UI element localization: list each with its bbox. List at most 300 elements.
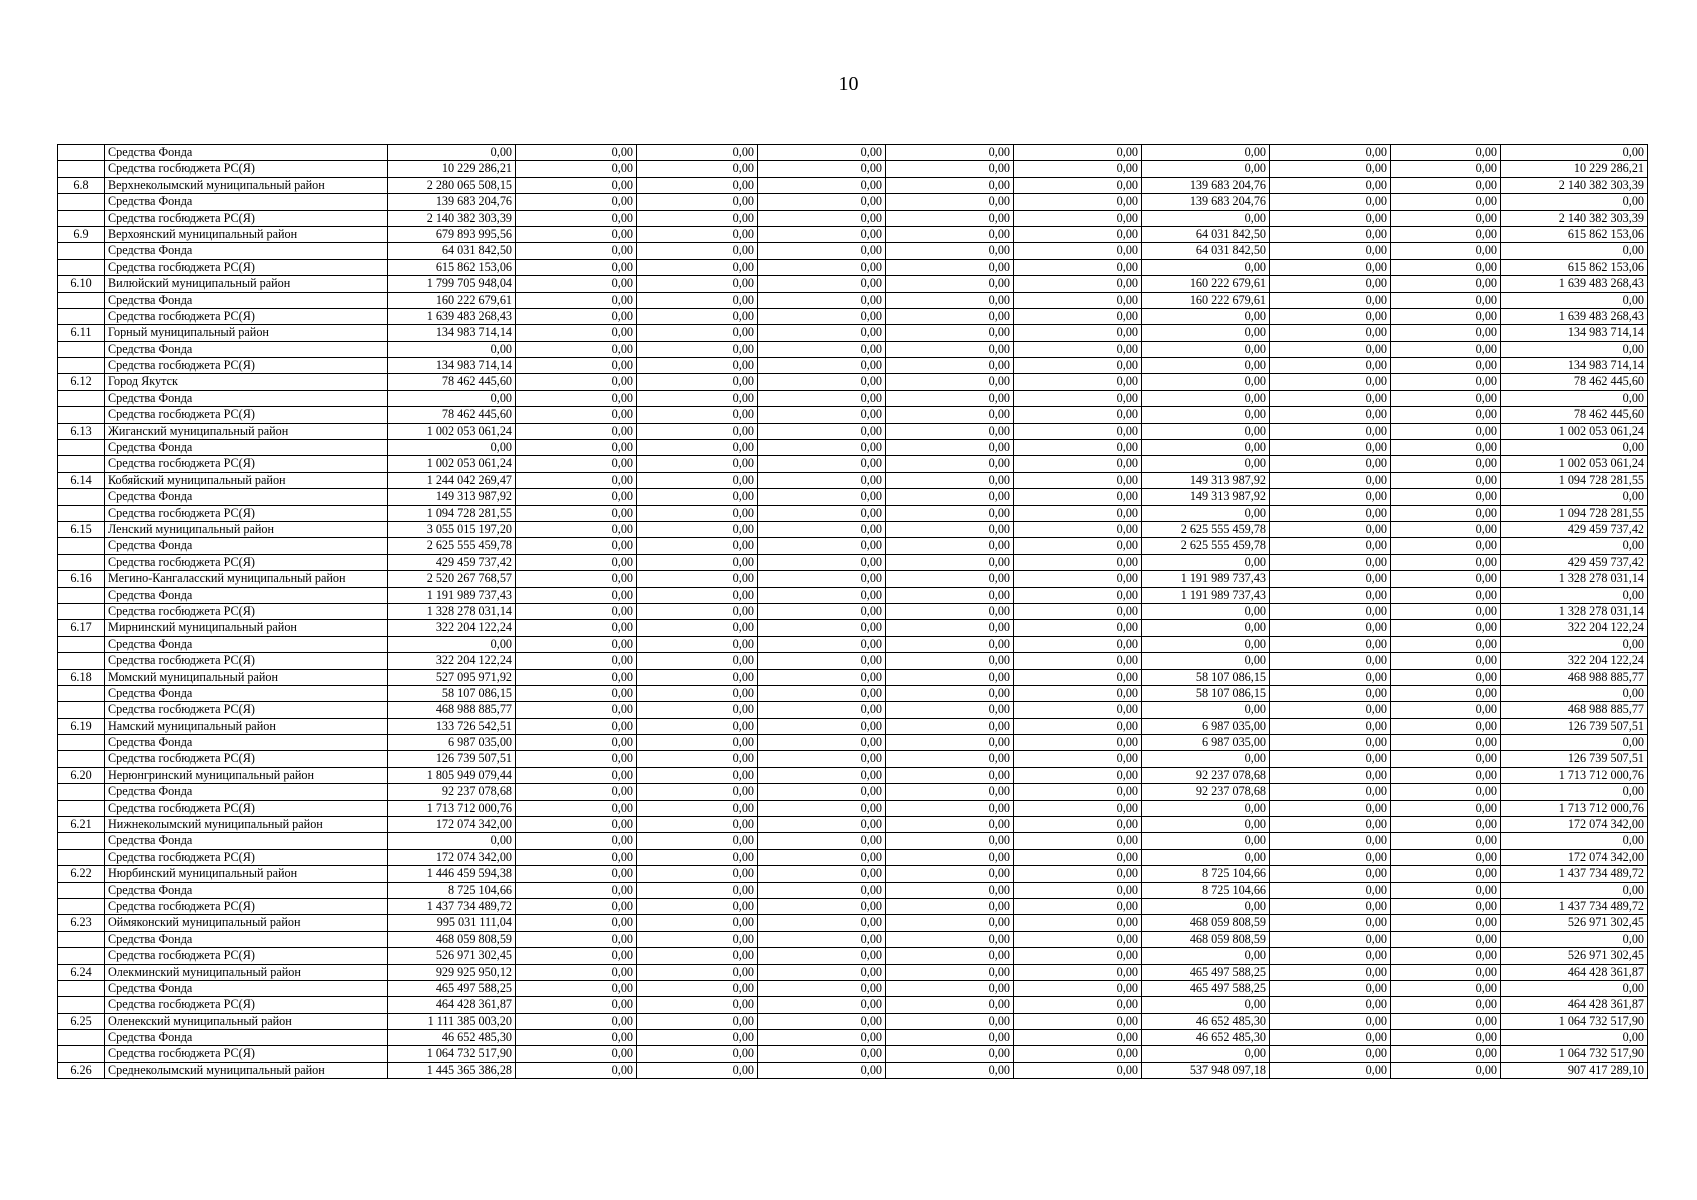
value-cell: 0,00	[1014, 603, 1142, 619]
row-number	[58, 849, 105, 865]
value-cell: 0,00	[1270, 308, 1391, 324]
value-cell: 0,00	[1270, 407, 1391, 423]
value-cell: 0,00	[516, 440, 637, 456]
value-cell: 0,00	[1391, 866, 1501, 882]
value-cell: 0,00	[516, 308, 637, 324]
row-number	[58, 341, 105, 357]
value-cell: 679 893 995,56	[388, 226, 516, 242]
value-cell: 0,00	[758, 653, 886, 669]
row-number	[58, 505, 105, 521]
value-cell: 0,00	[1014, 194, 1142, 210]
value-cell: 468 059 808,59	[1142, 931, 1270, 947]
value-cell: 0,00	[886, 423, 1014, 439]
value-cell: 1 002 053 061,24	[388, 423, 516, 439]
value-cell: 0,00	[1142, 407, 1270, 423]
value-cell: 0,00	[758, 521, 886, 537]
value-cell: 0,00	[1270, 390, 1391, 406]
value-cell: 0,00	[886, 292, 1014, 308]
table-row	[58, 669, 1648, 685]
value-cell: 149 313 987,92	[1142, 489, 1270, 505]
value-cell: 0,00	[516, 538, 637, 554]
value-cell: 0,00	[1391, 308, 1501, 324]
value-cell: 0,00	[1391, 194, 1501, 210]
value-cell: 0,00	[637, 997, 758, 1013]
row-name: Средства Фонда	[105, 390, 388, 406]
value-cell: 0,00	[388, 390, 516, 406]
value-cell: 0,00	[1142, 898, 1270, 914]
value-cell: 0,00	[637, 849, 758, 865]
row-number	[58, 538, 105, 554]
value-cell: 0,00	[516, 210, 637, 226]
value-cell: 0,00	[1270, 259, 1391, 275]
table-row	[58, 980, 1648, 996]
value-cell: 0,00	[886, 390, 1014, 406]
row-name: Средства Фонда	[105, 587, 388, 603]
row-name: Ленский муниципальный район	[105, 521, 388, 537]
value-cell: 0,00	[516, 817, 637, 833]
value-cell: 0,00	[1501, 194, 1648, 210]
value-cell: 0,00	[637, 800, 758, 816]
row-name: Средства госбюджета РС(Я)	[105, 849, 388, 865]
value-cell: 322 204 122,24	[388, 653, 516, 669]
value-cell: 0,00	[1014, 456, 1142, 472]
value-cell: 0,00	[516, 325, 637, 341]
value-cell: 0,00	[637, 243, 758, 259]
value-cell: 0,00	[758, 292, 886, 308]
value-cell: 2 140 382 303,39	[388, 210, 516, 226]
value-cell: 0,00	[1270, 653, 1391, 669]
value-cell: 0,00	[758, 849, 886, 865]
page-number: 10	[838, 73, 859, 95]
value-cell: 0,00	[1014, 210, 1142, 226]
row-name: Мегино-Кангаласский муниципальный район	[105, 571, 388, 587]
value-cell: 0,00	[637, 833, 758, 849]
value-cell: 0,00	[1391, 226, 1501, 242]
value-cell: 8 725 104,66	[1142, 866, 1270, 882]
value-cell: 0,00	[637, 603, 758, 619]
table-row	[58, 685, 1648, 701]
value-cell: 0,00	[1014, 751, 1142, 767]
value-cell: 0,00	[637, 817, 758, 833]
value-cell: 0,00	[637, 685, 758, 701]
row-name: Средства Фонда	[105, 735, 388, 751]
row-number: 6.24	[58, 964, 105, 980]
row-name: Город Якутск	[105, 374, 388, 390]
row-number	[58, 948, 105, 964]
row-number	[58, 358, 105, 374]
value-cell: 0,00	[758, 177, 886, 193]
value-cell: 0,00	[516, 292, 637, 308]
row-number: 6.12	[58, 374, 105, 390]
value-cell: 0,00	[758, 456, 886, 472]
value-cell: 0,00	[1270, 735, 1391, 751]
row-number	[58, 800, 105, 816]
table-row	[58, 210, 1648, 226]
value-cell: 468 988 885,77	[388, 702, 516, 718]
value-cell: 0,00	[1391, 292, 1501, 308]
value-cell: 0,00	[637, 325, 758, 341]
value-cell: 0,00	[1501, 882, 1648, 898]
value-cell: 0,00	[1391, 603, 1501, 619]
value-cell: 0,00	[516, 341, 637, 357]
value-cell: 0,00	[758, 538, 886, 554]
row-name: Средства госбюджета РС(Я)	[105, 603, 388, 619]
row-number: 6.21	[58, 817, 105, 833]
value-cell: 465 497 588,25	[388, 980, 516, 996]
value-cell: 0,00	[1014, 620, 1142, 636]
value-cell: 6 987 035,00	[1142, 735, 1270, 751]
value-cell: 0,00	[637, 931, 758, 947]
value-cell: 0,00	[516, 718, 637, 734]
value-cell: 0,00	[1142, 308, 1270, 324]
value-cell: 0,00	[388, 636, 516, 652]
row-name: Средства госбюджета РС(Я)	[105, 259, 388, 275]
value-cell: 0,00	[516, 915, 637, 931]
row-number	[58, 833, 105, 849]
value-cell: 78 462 445,60	[388, 374, 516, 390]
row-number	[58, 702, 105, 718]
value-cell: 1 111 385 003,20	[388, 1013, 516, 1029]
row-number: 6.8	[58, 177, 105, 193]
row-number	[58, 259, 105, 275]
value-cell: 907 417 289,10	[1501, 1062, 1648, 1078]
value-cell: 0,00	[516, 145, 637, 161]
row-number	[58, 603, 105, 619]
value-cell: 0,00	[1270, 636, 1391, 652]
row-name: Средства Фонда	[105, 1030, 388, 1046]
table-row	[58, 308, 1648, 324]
table-row	[58, 538, 1648, 554]
value-cell: 0,00	[1014, 587, 1142, 603]
table-row	[58, 226, 1648, 242]
value-cell: 8 725 104,66	[1142, 882, 1270, 898]
table-row	[58, 997, 1648, 1013]
value-cell: 0,00	[1014, 800, 1142, 816]
value-cell: 0,00	[1270, 538, 1391, 554]
value-cell: 0,00	[886, 817, 1014, 833]
value-cell: 0,00	[516, 751, 637, 767]
value-cell: 0,00	[1014, 489, 1142, 505]
value-cell: 0,00	[1270, 964, 1391, 980]
value-cell: 0,00	[886, 784, 1014, 800]
row-name: Момский муниципальный район	[105, 669, 388, 685]
value-cell: 0,00	[1142, 161, 1270, 177]
row-number: 6.13	[58, 423, 105, 439]
value-cell: 0,00	[886, 505, 1014, 521]
value-cell: 0,00	[758, 161, 886, 177]
table-row	[58, 620, 1648, 636]
value-cell: 0,00	[1391, 358, 1501, 374]
row-name: Нюрбинский муниципальный район	[105, 866, 388, 882]
row-number	[58, 292, 105, 308]
row-number: 6.9	[58, 226, 105, 242]
table-row	[58, 587, 1648, 603]
value-cell: 0,00	[1142, 456, 1270, 472]
value-cell: 0,00	[516, 866, 637, 882]
value-cell: 0,00	[516, 636, 637, 652]
row-number	[58, 243, 105, 259]
value-cell: 0,00	[758, 374, 886, 390]
value-cell: 468 059 808,59	[1142, 915, 1270, 931]
value-cell: 0,00	[886, 358, 1014, 374]
value-cell: 0,00	[758, 833, 886, 849]
table-row	[58, 1062, 1648, 1078]
value-cell: 0,00	[758, 308, 886, 324]
value-cell: 0,00	[758, 390, 886, 406]
value-cell: 0,00	[1014, 259, 1142, 275]
value-cell: 0,00	[1014, 948, 1142, 964]
value-cell: 92 237 078,68	[1142, 767, 1270, 783]
value-cell: 0,00	[1391, 948, 1501, 964]
row-number: 6.18	[58, 669, 105, 685]
table-row	[58, 866, 1648, 882]
value-cell: 1 064 732 517,90	[1501, 1013, 1648, 1029]
value-cell: 0,00	[516, 669, 637, 685]
value-cell: 58 107 086,15	[388, 685, 516, 701]
value-cell: 0,00	[1014, 718, 1142, 734]
row-number	[58, 653, 105, 669]
value-cell: 0,00	[886, 161, 1014, 177]
value-cell: 464 428 361,87	[388, 997, 516, 1013]
value-cell: 0,00	[1270, 931, 1391, 947]
value-cell: 0,00	[886, 554, 1014, 570]
row-number	[58, 685, 105, 701]
value-cell: 0,00	[516, 898, 637, 914]
value-cell: 0,00	[1142, 341, 1270, 357]
table-row	[58, 1030, 1648, 1046]
table-row	[58, 358, 1648, 374]
value-cell: 0,00	[1014, 735, 1142, 751]
value-cell: 10 229 286,21	[388, 161, 516, 177]
value-cell: 172 074 342,00	[1501, 817, 1648, 833]
value-cell: 92 237 078,68	[1142, 784, 1270, 800]
value-cell: 0,00	[1270, 521, 1391, 537]
value-cell: 0,00	[886, 669, 1014, 685]
value-cell: 0,00	[886, 997, 1014, 1013]
row-number: 6.20	[58, 767, 105, 783]
value-cell: 1 244 042 269,47	[388, 472, 516, 488]
table-row	[58, 161, 1648, 177]
value-cell: 0,00	[388, 833, 516, 849]
value-cell: 0,00	[1142, 833, 1270, 849]
value-cell: 0,00	[758, 423, 886, 439]
value-cell: 0,00	[758, 587, 886, 603]
value-cell: 0,00	[1270, 210, 1391, 226]
value-cell: 0,00	[1501, 292, 1648, 308]
value-cell: 0,00	[1270, 423, 1391, 439]
value-cell: 2 625 555 459,78	[1142, 538, 1270, 554]
table-row	[58, 1013, 1648, 1029]
value-cell: 0,00	[1270, 472, 1391, 488]
value-cell: 0,00	[516, 194, 637, 210]
value-cell: 0,00	[1014, 472, 1142, 488]
value-cell: 0,00	[516, 735, 637, 751]
value-cell: 0,00	[1391, 210, 1501, 226]
value-cell: 0,00	[1014, 964, 1142, 980]
value-cell: 0,00	[886, 571, 1014, 587]
value-cell: 0,00	[1391, 1013, 1501, 1029]
row-name: Средства госбюджета РС(Я)	[105, 210, 388, 226]
value-cell: 0,00	[637, 866, 758, 882]
value-cell: 160 222 679,61	[1142, 276, 1270, 292]
value-cell: 429 459 737,42	[388, 554, 516, 570]
row-name: Средства госбюджета РС(Я)	[105, 1046, 388, 1062]
value-cell: 0,00	[1501, 587, 1648, 603]
value-cell: 0,00	[886, 1046, 1014, 1062]
value-cell: 0,00	[758, 1013, 886, 1029]
value-cell: 0,00	[1501, 685, 1648, 701]
value-cell: 0,00	[388, 145, 516, 161]
value-cell: 0,00	[1142, 374, 1270, 390]
value-cell: 126 739 507,51	[1501, 718, 1648, 734]
value-cell: 0,00	[637, 784, 758, 800]
value-cell: 0,00	[1391, 161, 1501, 177]
value-cell: 0,00	[886, 882, 1014, 898]
value-cell: 0,00	[1014, 374, 1142, 390]
row-number	[58, 210, 105, 226]
value-cell: 0,00	[1391, 145, 1501, 161]
value-cell: 322 204 122,24	[1501, 653, 1648, 669]
value-cell: 0,00	[886, 685, 1014, 701]
value-cell: 0,00	[516, 685, 637, 701]
value-cell: 0,00	[1391, 817, 1501, 833]
value-cell: 134 983 714,14	[388, 358, 516, 374]
table-row	[58, 751, 1648, 767]
value-cell: 0,00	[1501, 931, 1648, 947]
value-cell: 0,00	[1014, 784, 1142, 800]
value-cell: 1 445 365 386,28	[388, 1062, 516, 1078]
value-cell: 0,00	[1391, 407, 1501, 423]
value-cell: 1 437 734 489,72	[1501, 898, 1648, 914]
value-cell: 0,00	[1270, 849, 1391, 865]
value-cell: 0,00	[1014, 653, 1142, 669]
value-cell: 0,00	[1391, 243, 1501, 259]
value-cell: 139 683 204,76	[388, 194, 516, 210]
value-cell: 0,00	[758, 980, 886, 996]
value-cell: 322 204 122,24	[1501, 620, 1648, 636]
value-cell: 0,00	[1501, 1030, 1648, 1046]
value-cell: 1 002 053 061,24	[1501, 456, 1648, 472]
value-cell: 2 520 267 768,57	[388, 571, 516, 587]
value-cell: 0,00	[1014, 276, 1142, 292]
value-cell: 929 925 950,12	[388, 964, 516, 980]
value-cell: 0,00	[886, 702, 1014, 718]
row-name: Намский муниципальный район	[105, 718, 388, 734]
row-name: Средства Фонда	[105, 833, 388, 849]
value-cell: 1 191 989 737,43	[1142, 587, 1270, 603]
value-cell: 0,00	[1014, 849, 1142, 865]
row-number: 6.22	[58, 866, 105, 882]
value-cell: 0,00	[516, 505, 637, 521]
value-cell: 0,00	[758, 866, 886, 882]
value-cell: 0,00	[1391, 898, 1501, 914]
table-row	[58, 456, 1648, 472]
value-cell: 0,00	[516, 1013, 637, 1029]
value-cell: 0,00	[1391, 390, 1501, 406]
value-cell: 0,00	[758, 931, 886, 947]
row-name: Средства госбюджета РС(Я)	[105, 358, 388, 374]
table-row	[58, 702, 1648, 718]
value-cell: 0,00	[1270, 948, 1391, 964]
table-row	[58, 718, 1648, 734]
row-name: Средства госбюджета РС(Я)	[105, 456, 388, 472]
value-cell: 0,00	[637, 1030, 758, 1046]
table-row	[58, 325, 1648, 341]
value-cell: 160 222 679,61	[1142, 292, 1270, 308]
value-cell: 134 983 714,14	[1501, 325, 1648, 341]
value-cell: 0,00	[758, 472, 886, 488]
value-cell: 58 107 086,15	[1142, 685, 1270, 701]
value-cell: 0,00	[758, 358, 886, 374]
row-number	[58, 194, 105, 210]
value-cell: 0,00	[1391, 636, 1501, 652]
value-cell: 0,00	[1391, 1046, 1501, 1062]
value-cell: 0,00	[1014, 817, 1142, 833]
row-number	[58, 931, 105, 947]
value-cell: 0,00	[758, 735, 886, 751]
value-cell: 0,00	[886, 980, 1014, 996]
table-body	[58, 145, 1648, 1079]
value-cell: 0,00	[758, 243, 886, 259]
value-cell: 0,00	[886, 521, 1014, 537]
value-cell: 0,00	[637, 735, 758, 751]
value-cell: 0,00	[1142, 653, 1270, 669]
value-cell: 0,00	[1501, 980, 1648, 996]
row-number	[58, 440, 105, 456]
value-cell: 526 971 302,45	[1501, 948, 1648, 964]
value-cell: 0,00	[1014, 358, 1142, 374]
value-cell: 0,00	[1014, 423, 1142, 439]
value-cell: 0,00	[1391, 751, 1501, 767]
value-cell: 0,00	[1270, 882, 1391, 898]
value-cell: 0,00	[758, 636, 886, 652]
value-cell: 0,00	[1391, 980, 1501, 996]
value-cell: 0,00	[1270, 915, 1391, 931]
table-row	[58, 374, 1648, 390]
value-cell: 0,00	[1391, 554, 1501, 570]
value-cell: 0,00	[1270, 325, 1391, 341]
value-cell: 0,00	[637, 1013, 758, 1029]
table-row	[58, 964, 1648, 980]
value-cell: 0,00	[1014, 833, 1142, 849]
value-cell: 0,00	[1391, 669, 1501, 685]
value-cell: 0,00	[1142, 259, 1270, 275]
value-cell: 134 983 714,14	[1501, 358, 1648, 374]
value-cell: 1 639 483 268,43	[1501, 308, 1648, 324]
table-row	[58, 423, 1648, 439]
value-cell: 0,00	[637, 571, 758, 587]
value-cell: 0,00	[1391, 833, 1501, 849]
value-cell: 0,00	[1014, 997, 1142, 1013]
value-cell: 0,00	[1391, 702, 1501, 718]
value-cell: 0,00	[516, 653, 637, 669]
value-cell: 0,00	[516, 1046, 637, 1062]
value-cell: 0,00	[388, 341, 516, 357]
value-cell: 0,00	[637, 226, 758, 242]
value-cell: 1 437 734 489,72	[1501, 866, 1648, 882]
value-cell: 526 971 302,45	[388, 948, 516, 964]
value-cell: 0,00	[1501, 440, 1648, 456]
value-cell: 1 713 712 000,76	[388, 800, 516, 816]
value-cell: 0,00	[1501, 538, 1648, 554]
value-cell: 0,00	[758, 259, 886, 275]
value-cell: 0,00	[1270, 177, 1391, 193]
row-name: Средства Фонда	[105, 292, 388, 308]
value-cell: 0,00	[1391, 1030, 1501, 1046]
row-name: Средства Фонда	[105, 685, 388, 701]
value-cell: 0,00	[886, 374, 1014, 390]
value-cell: 0,00	[1142, 620, 1270, 636]
